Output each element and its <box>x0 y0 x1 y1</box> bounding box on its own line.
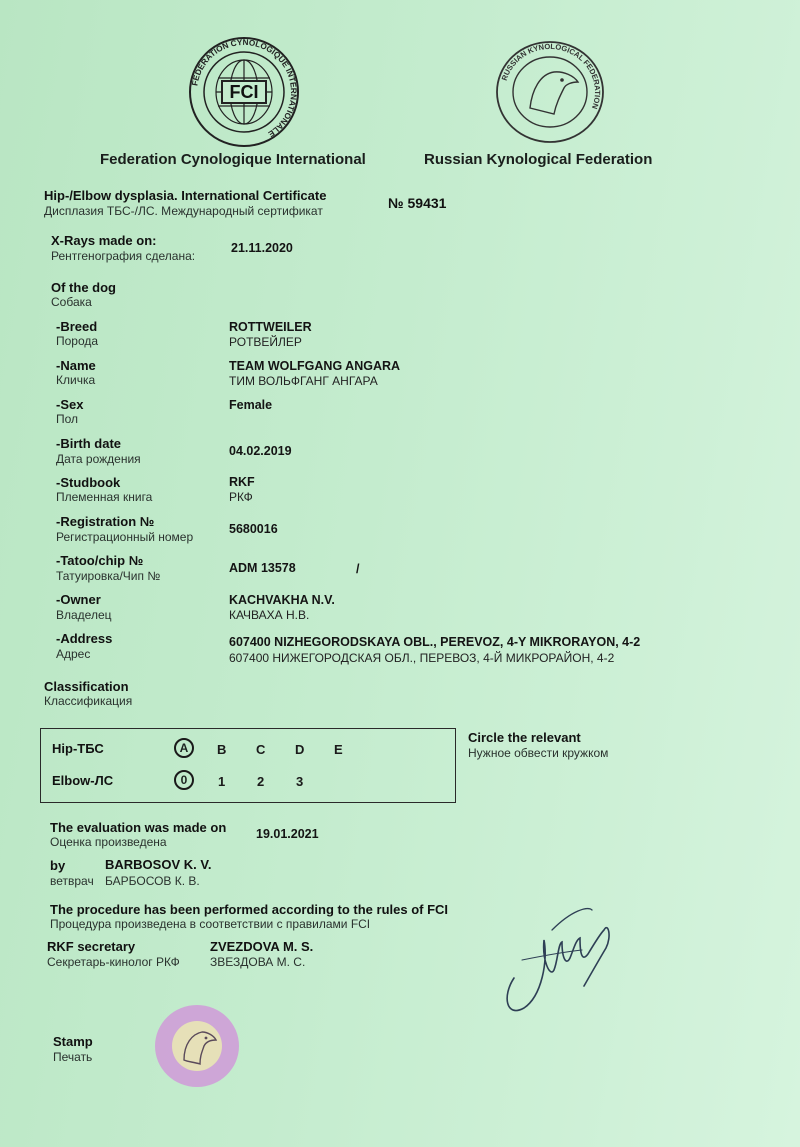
hip-grade-selected: A <box>174 738 194 758</box>
birth-label-ru: Дата рождения <box>56 452 141 466</box>
hip-label: Hip-ТБС <box>52 741 104 756</box>
name-label-ru: Кличка <box>56 373 96 387</box>
elbow-grade: 2 <box>257 774 265 789</box>
secretary-name-en: ZVEZDOVA M. S. <box>210 939 314 954</box>
registration-label-en: -Registration № <box>56 514 155 529</box>
vet-name-en: BARBOSOV K. V. <box>105 857 212 872</box>
circle-note-ru: Нужное обвести кружком <box>468 746 609 760</box>
studbook-value-ru: РКФ <box>229 490 253 504</box>
owner-label-en: -Owner <box>56 592 101 607</box>
studbook-label-ru: Племенная книга <box>56 490 153 504</box>
elbow-grade-selected: 0 <box>174 770 194 790</box>
name-value-ru: ТИМ ВОЛЬФГАНГ АНГАРА <box>229 374 378 388</box>
dog-section-ru: Собака <box>51 295 92 309</box>
by-label-en: by <box>50 858 66 873</box>
procedure-en: The procedure has been performed according to the rules of FCI <box>50 902 449 917</box>
sex-label-ru: Пол <box>56 412 79 426</box>
hip-grade: C <box>256 742 266 757</box>
owner-label-ru: Владелец <box>56 608 112 622</box>
evaluation-label-ru: Оценка произведена <box>50 835 167 849</box>
breed-label-en: -Breed <box>56 319 98 334</box>
xrays-label-ru: Рентгенография сделана: <box>51 249 196 263</box>
fci-logo <box>188 36 300 148</box>
address-label-en: -Address <box>56 631 113 646</box>
elbow-label: Elbow-ЛС <box>52 773 114 788</box>
address-label-ru: Адрес <box>56 647 91 661</box>
dog-section-en: Of the dog <box>51 280 116 295</box>
hip-grade: D <box>295 742 305 757</box>
hip-grade: B <box>217 742 227 757</box>
signature <box>492 900 632 1020</box>
classification-label-en: Classification <box>44 679 129 694</box>
breed-value-en: ROTTWEILER <box>229 320 312 334</box>
secretary-label-ru: Секретарь-кинолог РКФ <box>47 955 180 969</box>
stamp-label-en: Stamp <box>53 1034 93 1049</box>
rkf-org-name: Russian Kynological Federation <box>424 151 653 168</box>
vet-name-ru: БАРБОСОВ К. В. <box>105 874 200 888</box>
registration-value: 5680016 <box>229 522 278 536</box>
by-label-ru: ветврач <box>50 874 94 888</box>
owner-value-ru: КАЧВАХА Н.В. <box>229 608 310 622</box>
fci-org-name: Federation Cynologique International <box>100 151 366 168</box>
birth-value: 04.02.2019 <box>229 444 292 458</box>
registration-label-ru: Регистрационный номер <box>56 530 194 544</box>
svg-text:RUSSIAN KYNOLOGICAL FEDERATION: RUSSIAN KYNOLOGICAL FEDERATION <box>499 41 603 111</box>
evaluation-date: 19.01.2021 <box>256 827 319 841</box>
svg-text:FEDERATION CYNOLOGIQUE INTERNA: FEDERATION CYNOLOGIQUE INTERNATIONALE <box>190 37 299 139</box>
hip-grade: E <box>334 742 343 757</box>
studbook-value-en: RKF <box>229 475 255 489</box>
certificate-number: № 59431 <box>388 195 447 211</box>
classification-box <box>40 728 456 803</box>
secretary-label-en: RKF secretary <box>47 939 136 954</box>
evaluation-label-en: The evaluation was made on <box>50 820 227 835</box>
certificate-title-en: Hip-/Elbow dysplasia. International Certificate <box>44 188 327 203</box>
birth-label-en: -Birth date <box>56 436 121 451</box>
certificate-title-ru: Дисплазия ТБС-/ЛС. Международный сертификат <box>44 204 323 218</box>
elbow-grade: 3 <box>296 774 304 789</box>
chip-separator: / <box>356 562 360 576</box>
studbook-label-en: -Studbook <box>56 475 121 490</box>
sex-value: Female <box>229 398 273 412</box>
circle-note-en: Circle the relevant <box>468 730 581 745</box>
sex-label-en: -Sex <box>56 397 84 412</box>
stamp-seal <box>154 1004 240 1088</box>
rkf-logo <box>494 40 606 144</box>
breed-label-ru: Порода <box>56 334 99 348</box>
secretary-name-ru: ЗВЕЗДОВА М. С. <box>210 955 306 969</box>
tatoo-label-en: -Tatoo/chip № <box>56 553 144 568</box>
procedure-ru: Процедура произведена в соответствии с правилами FCI <box>50 917 371 931</box>
xrays-date: 21.11.2020 <box>231 241 293 255</box>
breed-value-ru: РОТВЕЙЛЕР <box>229 335 302 349</box>
svg-text:FCI: FCI <box>229 82 259 102</box>
owner-value-en: KACHVAKHA N.V. <box>229 593 335 607</box>
tatoo-label-ru: Татуировка/Чип № <box>56 569 161 583</box>
tatoo-value: ADM 13578 <box>229 561 296 575</box>
elbow-grade: 1 <box>218 774 226 789</box>
address-value-ru: 607400 НИЖЕГОРОДСКАЯ ОБЛ., ПЕРЕВОЗ, 4-Й МИКРОРАЙОН, 4-2 <box>229 651 615 665</box>
xrays-label-en: X-Rays made on: <box>51 233 157 248</box>
name-value-en: TEAM WOLFGANG ANGARA <box>229 359 401 373</box>
address-value-en: 607400 NIZHEGORODSKAYA OBL., PEREVOZ, 4-Y MIKRORAYON, 4-2 <box>229 635 641 649</box>
classification-label-ru: Классификация <box>44 694 133 708</box>
stamp-label-ru: Печать <box>53 1050 93 1064</box>
name-label-en: -Name <box>56 358 96 373</box>
